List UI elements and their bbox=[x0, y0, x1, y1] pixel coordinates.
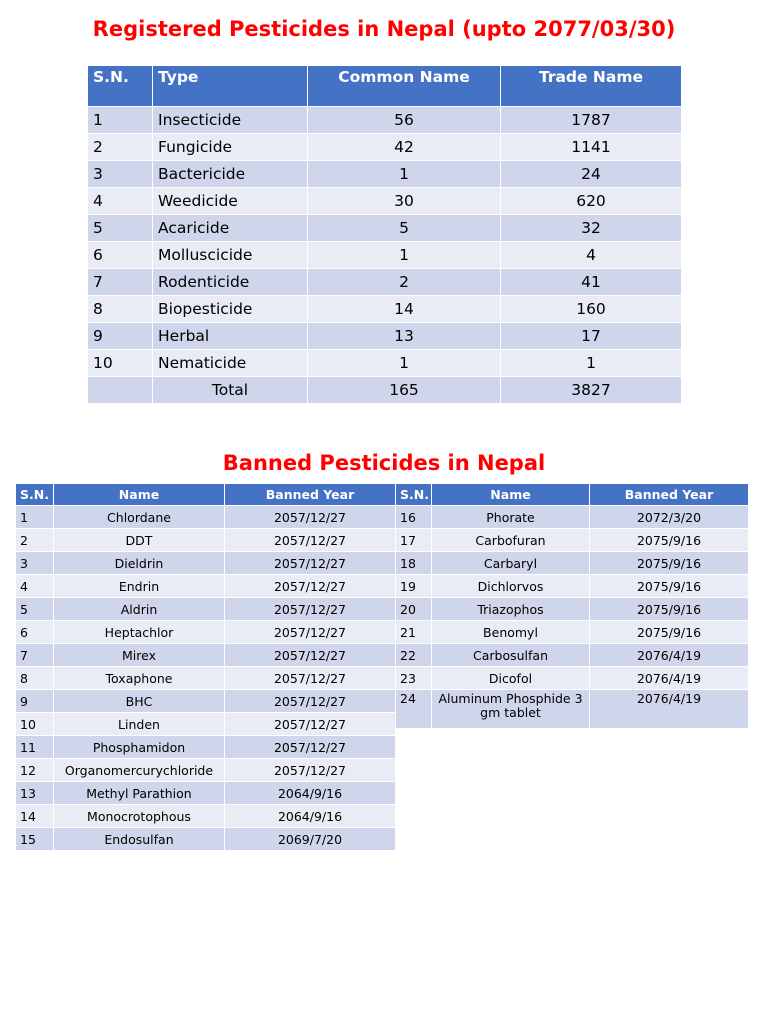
table-row bbox=[88, 296, 682, 323]
table-row bbox=[16, 713, 396, 736]
total-label: Total bbox=[153, 377, 308, 404]
cell-banned-year: 2057/12/27 bbox=[225, 667, 396, 690]
cell-common-name: 1 bbox=[308, 242, 501, 269]
cell-type: Herbal bbox=[153, 323, 308, 350]
cell-banned-year: 2057/12/27 bbox=[225, 552, 396, 575]
cell-trade-name: 41 bbox=[501, 269, 682, 296]
cell-sn: 19 bbox=[396, 575, 432, 598]
banned-pesticides-table-right bbox=[395, 483, 749, 729]
banned-table-left-body bbox=[16, 506, 396, 851]
registered-title: Registered Pesticides in Nepal (upto 2077/03/30) bbox=[92, 17, 676, 41]
cell-sn: 8 bbox=[88, 296, 153, 323]
cell-banned-year: 2057/12/27 bbox=[225, 529, 396, 552]
cell-type: Rodenticide bbox=[153, 269, 308, 296]
table-row bbox=[16, 667, 396, 690]
cell-name: Dicofol bbox=[432, 667, 590, 690]
table-row bbox=[88, 350, 682, 377]
table-row bbox=[88, 323, 682, 350]
cell-sn: 11 bbox=[16, 736, 54, 759]
cell-name: Dieldrin bbox=[54, 552, 225, 575]
cell-banned-year: 2075/9/16 bbox=[590, 529, 749, 552]
cell-common-name: 14 bbox=[308, 296, 501, 323]
cell-trade-name: 1141 bbox=[501, 134, 682, 161]
cell-name: Monocrotophous bbox=[54, 805, 225, 828]
table-row bbox=[396, 644, 749, 667]
cell-type: Fungicide bbox=[153, 134, 308, 161]
table-header-row bbox=[88, 66, 682, 107]
registered-pesticides-table bbox=[87, 65, 682, 404]
cell-sn: 3 bbox=[16, 552, 54, 575]
cell-type: Acaricide bbox=[153, 215, 308, 242]
cell-type: Weedicide bbox=[153, 188, 308, 215]
cell-banned-year: 2076/4/19 bbox=[590, 644, 749, 667]
table-row bbox=[396, 667, 749, 690]
cell-name: Carbosulfan bbox=[432, 644, 590, 667]
table-row bbox=[88, 161, 682, 188]
cell-common-name: 56 bbox=[308, 107, 501, 134]
table-row bbox=[16, 690, 396, 713]
cell-common-name: 5 bbox=[308, 215, 501, 242]
cell-name: Triazophos bbox=[432, 598, 590, 621]
cell-sn: 17 bbox=[396, 529, 432, 552]
cell-name: Dichlorvos bbox=[432, 575, 590, 598]
cell-banned-year: 2075/9/16 bbox=[590, 552, 749, 575]
cell-type: Bactericide bbox=[153, 161, 308, 188]
cell-sn: 9 bbox=[16, 690, 54, 713]
cell-sn: 2 bbox=[88, 134, 153, 161]
cell-name: Phosphamidon bbox=[54, 736, 225, 759]
cell-sn: 10 bbox=[16, 713, 54, 736]
cell-name: Heptachlor bbox=[54, 621, 225, 644]
cell-sn: 8 bbox=[16, 667, 54, 690]
cell-sn: 5 bbox=[16, 598, 54, 621]
cell-sn: 22 bbox=[396, 644, 432, 667]
cell-banned-year: 2057/12/27 bbox=[225, 644, 396, 667]
table-row bbox=[16, 805, 396, 828]
cell-name: Carbaryl bbox=[432, 552, 590, 575]
cell-sn: 6 bbox=[16, 621, 54, 644]
cell-name: DDT bbox=[54, 529, 225, 552]
cell-name: Carbofuran bbox=[432, 529, 590, 552]
cell-sn: 4 bbox=[88, 188, 153, 215]
cell-name: BHC bbox=[54, 690, 225, 713]
banned-title: Banned Pesticides in Nepal bbox=[222, 451, 546, 475]
cell-banned-year: 2076/4/19 bbox=[590, 690, 749, 729]
column-header-sn: S.N. bbox=[396, 484, 432, 506]
cell-name: Phorate bbox=[432, 506, 590, 529]
cell-sn: 1 bbox=[16, 506, 54, 529]
column-header-name: Name bbox=[54, 484, 225, 506]
cell-banned-year: 2057/12/27 bbox=[225, 759, 396, 782]
cell-name: Organomercurychloride bbox=[54, 759, 225, 782]
table-row bbox=[16, 782, 396, 805]
column-header-sn: S.N. bbox=[88, 66, 153, 107]
column-header-name: Name bbox=[432, 484, 590, 506]
cell-name: Endosulfan bbox=[54, 828, 225, 851]
cell-common-name: 1 bbox=[308, 161, 501, 188]
cell-trade-name: 160 bbox=[501, 296, 682, 323]
cell-type: Insecticide bbox=[153, 107, 308, 134]
cell-banned-year: 2057/12/27 bbox=[225, 598, 396, 621]
registered-table-body bbox=[88, 107, 682, 404]
cell-sn: 15 bbox=[16, 828, 54, 851]
cell-banned-year: 2076/4/19 bbox=[590, 667, 749, 690]
table-row bbox=[16, 552, 396, 575]
cell-sn: 14 bbox=[16, 805, 54, 828]
table-row bbox=[16, 621, 396, 644]
total-trade-name: 3827 bbox=[501, 377, 682, 404]
total-common-name: 165 bbox=[308, 377, 501, 404]
table-row bbox=[16, 598, 396, 621]
cell-type: Nematicide bbox=[153, 350, 308, 377]
column-header-banned-year: Banned Year bbox=[590, 484, 749, 506]
cell-sn: 23 bbox=[396, 667, 432, 690]
cell-sn: 5 bbox=[88, 215, 153, 242]
cell-name: Benomyl bbox=[432, 621, 590, 644]
cell-banned-year: 2057/12/27 bbox=[225, 575, 396, 598]
cell-sn: 20 bbox=[396, 598, 432, 621]
table-row bbox=[396, 598, 749, 621]
table-row bbox=[396, 529, 749, 552]
cell-trade-name: 1787 bbox=[501, 107, 682, 134]
cell-trade-name: 24 bbox=[501, 161, 682, 188]
cell-banned-year: 2057/12/27 bbox=[225, 506, 396, 529]
column-header-common-name: Common Name bbox=[308, 66, 501, 107]
cell-banned-year: 2057/12/27 bbox=[225, 690, 396, 713]
table-row bbox=[396, 621, 749, 644]
cell-banned-year: 2064/9/16 bbox=[225, 805, 396, 828]
banned-table-right-body bbox=[396, 506, 749, 729]
cell-sn: 1 bbox=[88, 107, 153, 134]
table-row bbox=[396, 552, 749, 575]
cell-name: Aldrin bbox=[54, 598, 225, 621]
cell-trade-name: 1 bbox=[501, 350, 682, 377]
cell-sn: 21 bbox=[396, 621, 432, 644]
table-row bbox=[88, 215, 682, 242]
table-row bbox=[396, 575, 749, 598]
cell-sn: 3 bbox=[88, 161, 153, 188]
table-row bbox=[88, 134, 682, 161]
cell-name: Linden bbox=[54, 713, 225, 736]
total-row bbox=[88, 377, 682, 404]
table-row bbox=[88, 242, 682, 269]
cell-banned-year: 2057/12/27 bbox=[225, 713, 396, 736]
cell-trade-name: 620 bbox=[501, 188, 682, 215]
column-header-trade-name: Trade Name bbox=[501, 66, 682, 107]
column-header-sn: S.N. bbox=[16, 484, 54, 506]
cell-type: Molluscicide bbox=[153, 242, 308, 269]
table-row bbox=[16, 575, 396, 598]
cell-common-name: 2 bbox=[308, 269, 501, 296]
cell-banned-year: 2057/12/27 bbox=[225, 621, 396, 644]
cell-sn: 7 bbox=[88, 269, 153, 296]
cell-banned-year: 2075/9/16 bbox=[590, 575, 749, 598]
cell-sn: 6 bbox=[88, 242, 153, 269]
column-header-type: Type bbox=[153, 66, 308, 107]
cell-sn: 24 bbox=[396, 690, 432, 729]
table-row bbox=[16, 506, 396, 529]
cell-sn: 7 bbox=[16, 644, 54, 667]
table-row bbox=[16, 529, 396, 552]
cell-sn: 9 bbox=[88, 323, 153, 350]
column-header-banned-year: Banned Year bbox=[225, 484, 396, 506]
cell-banned-year: 2057/12/27 bbox=[225, 736, 396, 759]
cell-sn: 13 bbox=[16, 782, 54, 805]
banned-pesticides-table-left bbox=[15, 483, 396, 851]
cell-name: Toxaphone bbox=[54, 667, 225, 690]
table-row bbox=[16, 644, 396, 667]
cell-name: Endrin bbox=[54, 575, 225, 598]
table-row bbox=[88, 188, 682, 215]
cell-common-name: 30 bbox=[308, 188, 501, 215]
cell-type: Biopesticide bbox=[153, 296, 308, 323]
cell-banned-year: 2075/9/16 bbox=[590, 598, 749, 621]
cell-name: Mirex bbox=[54, 644, 225, 667]
table-row bbox=[16, 759, 396, 782]
cell-common-name: 42 bbox=[308, 134, 501, 161]
cell-common-name: 1 bbox=[308, 350, 501, 377]
table-row bbox=[16, 828, 396, 851]
table-row bbox=[16, 736, 396, 759]
cell-sn: 18 bbox=[396, 552, 432, 575]
cell-sn: 2 bbox=[16, 529, 54, 552]
table-header-row bbox=[396, 484, 749, 506]
table-row bbox=[88, 107, 682, 134]
cell-sn: 16 bbox=[396, 506, 432, 529]
cell-sn: 12 bbox=[16, 759, 54, 782]
table-row bbox=[396, 690, 749, 729]
cell-banned-year: 2075/9/16 bbox=[590, 621, 749, 644]
cell-banned-year: 2072/3/20 bbox=[590, 506, 749, 529]
cell-banned-year: 2064/9/16 bbox=[225, 782, 396, 805]
table-header-row bbox=[16, 484, 396, 506]
cell-common-name: 13 bbox=[308, 323, 501, 350]
cell-sn: 10 bbox=[88, 350, 153, 377]
cell-trade-name: 17 bbox=[501, 323, 682, 350]
cell-trade-name: 32 bbox=[501, 215, 682, 242]
cell-name: Methyl Parathion bbox=[54, 782, 225, 805]
cell-banned-year: 2069/7/20 bbox=[225, 828, 396, 851]
cell-trade-name: 4 bbox=[501, 242, 682, 269]
cell-sn bbox=[88, 377, 153, 404]
table-row bbox=[396, 506, 749, 529]
cell-name: Aluminum Phosphide 3 gm tablet bbox=[432, 690, 590, 729]
table-row bbox=[88, 269, 682, 296]
cell-sn: 4 bbox=[16, 575, 54, 598]
cell-name: Chlordane bbox=[54, 506, 225, 529]
